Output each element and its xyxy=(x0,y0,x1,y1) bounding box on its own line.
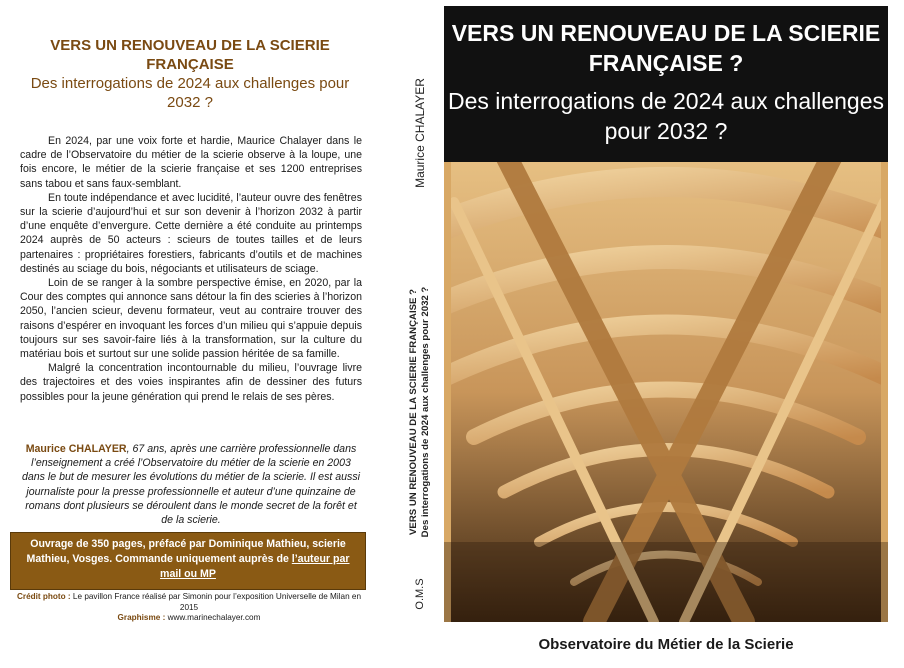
order-contact-link[interactable]: l’auteur par mail ou MP xyxy=(160,553,350,580)
order-info-text: Ouvrage de 350 pages, préfacé par Dominique Mathieu, scierie Mathieu, Vosges. Commande uniquement auprès de xyxy=(26,538,346,565)
design-credit-label: Graphisme : xyxy=(117,613,166,622)
back-cover-summary xyxy=(20,134,362,404)
front-cover-publisher: Observatoire du Métier de la Scierie xyxy=(538,636,794,653)
spine-title-line: VERS UN RENOUVEAU DE LA SCIERIE FRANÇAISE ? xyxy=(408,289,419,535)
summary-paragraph: Malgré la concentration incontournable du milieu, l’ouvrage livre des trajectoires et des voies inspirantes afin de dessiner des futurs possibles pour la jeune génération qui prend le relais de ses pères. xyxy=(20,362,362,403)
author-bio xyxy=(20,442,362,527)
design-credit xyxy=(14,613,364,624)
summary-paragraph: Loin de se ranger à la sombre perspective émise, en 2020, par la Cour des comptes qui annonce sans détour la fin des scieries à l’horizon 2050, l’ancien scieur, devenu formateur, veut au contraire trouver des raisons d’espérer en invoquant les forces d’un milieu qui s’appuie depuis toujours sur ses savoir-faire liés à la transformation, sur la culture du matériau bois et surtout sur une solide passion héritée de sa famille. xyxy=(20,277,362,361)
summary-paragraph: En toute indépendance et avec lucidité, l’auteur ouvre des fenêtres sur la scierie d’aujourd’hui et sur son devenir à l’horizon 2032 à partir d’une enquête d’envergure. Cette dernière a été conduite au printemps 2024 auprès de 50 acteurs : scieurs de toutes tailles et de leurs partenaires : propriétaires forestiers, fabricants d’outils et de machines destinés au sciage du bois, négociants et utilisateurs de sciage. xyxy=(20,191,362,275)
bio-text: , 67 ans, après une carrière professionnelle dans l’enseignement a créé l’Observatoire du métier de la scierie en 2003 dans le but de mesurer les évolutions du métier de la scierie. Il est aussi journaliste pour la presse professionnelle et auteur d’une quinzaine de romans dont plusieurs se déroulent dans le monde secret de la forêt et de la scierie. xyxy=(22,443,360,527)
front-cover-subtitle: Des interrogations de 2024 aux challenges pour 2032 ? xyxy=(447,88,884,144)
credits xyxy=(14,592,364,624)
bio-author-name: Maurice CHALAYER xyxy=(25,443,127,455)
spine-author: Maurice CHALAYER xyxy=(413,78,427,188)
back-cover-subtitle: Des interrogations de 2024 aux challenges pour 2032 ? xyxy=(30,75,350,111)
photo-credit-label: Crédit photo : xyxy=(16,592,71,601)
summary-paragraph: En 2024, par une voix forte et hardie, Maurice Chalayer dans le cadre de l’Observatoire du métier de la scierie observe à la loupe, une fois encore, le métier de la scierie française et ses 1200 entreprises sans tabou et sans faux-semblant. xyxy=(20,135,362,190)
order-info-box xyxy=(10,532,366,590)
back-cover-title: VERS UN RENOUVEAU DE LA SCIERIE FRANÇAISE xyxy=(50,37,330,73)
front-cover-title: VERS UN RENOUVEAU DE LA SCIERIE FRANÇAISE ? xyxy=(451,20,881,76)
spine-publisher: O.M.S xyxy=(414,578,426,610)
spine-subtitle-line: Des interrogations de 2024 aux challenges pour 2032 ? xyxy=(420,286,431,538)
front-cover xyxy=(444,6,888,622)
spine-title xyxy=(408,182,432,642)
wooden-vault-photo xyxy=(444,162,888,622)
spine xyxy=(400,0,440,668)
design-credit-text: www.marinechalayer.com xyxy=(165,613,261,622)
back-cover xyxy=(0,0,400,668)
photo-credit-text: Le pavillon France réalisé par Simonin pour l’exposition Universelle de Milan en 2015 xyxy=(70,592,362,612)
photo-credit xyxy=(14,592,364,613)
